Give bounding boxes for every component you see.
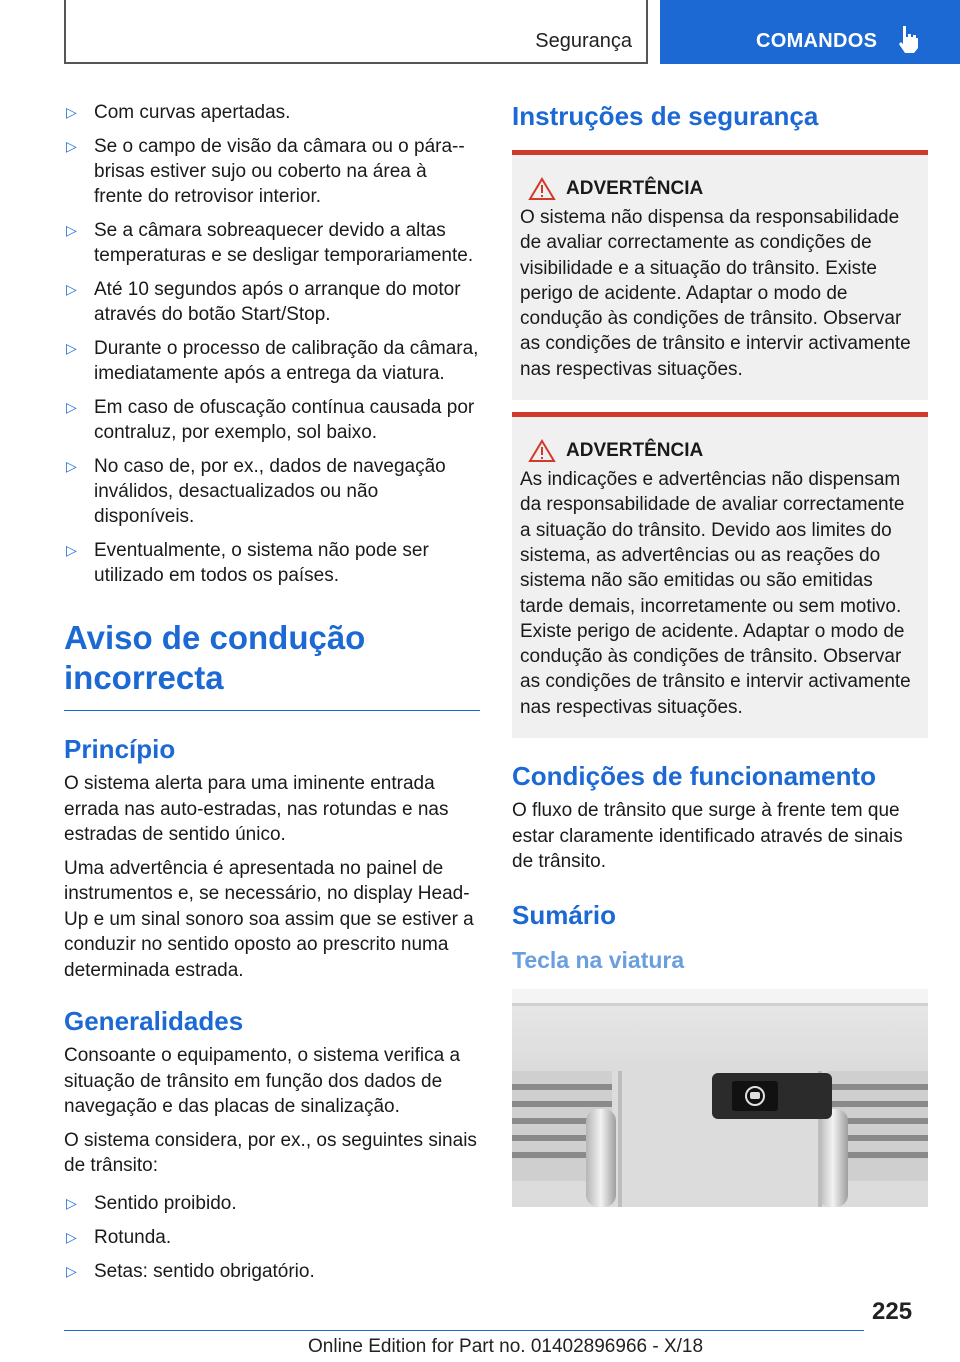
button-heading: Tecla na viatura [512, 946, 685, 973]
triangle-bullet-icon: ▷ [66, 222, 77, 238]
warning-triangle-icon [528, 177, 556, 201]
list-item: ▷ Se o campo de visão da câmara ou o pára--brisas estiver sujo ou coberto na área à frente do retrovisor interior. [66, 136, 465, 207]
intro-bullet-list [64, 100, 480, 588]
warning-box [512, 150, 928, 400]
list-item: ▷ Sentido proibido. [66, 1192, 237, 1214]
list-item: ▷ Até 10 segundos após o arranque do motor através do botão Start/Stop. [66, 279, 461, 325]
triangle-bullet-icon: ▷ [66, 458, 77, 474]
warning-box [512, 412, 928, 738]
triangle-bullet-icon: ▷ [66, 340, 77, 356]
general-paragraph-1: Consoante o equipamento, o sistema verifica a situação de trânsito em função dos dados de navegação e das placas de sinalização. [64, 1045, 461, 1117]
safety-heading: Instruções de segurança [512, 101, 819, 131]
warning-header [520, 437, 920, 465]
left-column [64, 100, 480, 1293]
triangle-bullet-icon: ▷ [66, 281, 77, 297]
triangle-bullet-icon: ▷ [66, 399, 77, 415]
conditions-paragraph: O fluxo de trânsito que surge à frente tem que estar claramente identificado através de sinais de trânsito. [512, 800, 903, 873]
warning-label: ADVERTÊNCIA [566, 178, 704, 199]
list-item: ▷ Setas: sentido obrigatório. [66, 1260, 315, 1282]
principle-paragraph-1: O sistema alerta para uma iminente entrada errada nas auto-estradas, nas rotundas e nas estradas de sentido único. [64, 773, 449, 845]
general-heading: Generalidades [64, 1006, 244, 1036]
section-title: Aviso de condução incorrecta [64, 619, 366, 696]
footer-divider [64, 1330, 864, 1331]
traffic-sign-list [64, 1191, 480, 1284]
triangle-bullet-icon: ▷ [66, 1228, 77, 1245]
page-number: 225 [872, 1298, 913, 1325]
right-column [512, 100, 928, 1207]
triangle-bullet-icon: ▷ [66, 1262, 77, 1279]
pointing-hand-icon [895, 24, 921, 54]
triangle-bullet-icon: ▷ [66, 138, 77, 154]
header-chapter-tab[interactable] [660, 0, 960, 64]
principle-heading: Princípio [64, 734, 176, 764]
edition-note: Online Edition for Part no. 01402896966 - X/18 [308, 1336, 704, 1357]
header-section-box [64, 0, 648, 64]
list-item: ▷ Rotunda. [66, 1226, 172, 1248]
list-item: ▷ Se a câmara sobreaquecer devido a altas temperaturas e se desligar temporariamente. [66, 220, 474, 266]
list-item: ▷ Eventualmente, o sistema não pode ser utilizado em todos os países. [66, 540, 429, 586]
list-item: ▷ No caso de, por ex., dados de navegação inválidos, desactualizados ou não disponíveis. [66, 456, 446, 527]
summary-heading: Sumário [512, 899, 617, 930]
list-item: ▷ Com curvas apertadas. [66, 102, 291, 123]
warning-label: ADVERTÊNCIA [566, 440, 704, 462]
triangle-bullet-icon: ▷ [66, 542, 77, 558]
list-item: ▷ Em caso de ofuscação contínua causada por contraluz, por exemplo, sol baixo. [66, 397, 475, 443]
triangle-bullet-icon: ▷ [66, 1194, 77, 1211]
general-paragraph-2: O sistema considera, por ex., os seguintes sinais de trânsito: [64, 1129, 477, 1176]
header-chapter-title: COMANDOS [756, 30, 878, 52]
warning-triangle-icon [528, 439, 556, 463]
vehicle-button-photo [512, 989, 928, 1207]
principle-paragraph-2: Uma advertência é apresentada no painel de instrumentos e, se necessário, no display Head-Up e um sinal sonoro soa assim que se estiver a conduzir no sentido oposto ao prescrito numa determinada estrada. [64, 857, 474, 981]
header-section-title: Segurança [535, 30, 632, 52]
list-item: ▷ Durante o processo de calibração da câmara, imediatamente após a entrega da viatura. [66, 338, 479, 384]
conditions-heading: Condições de funcionamento [512, 761, 877, 792]
warning-text: As indicações e advertências não dispensam da responsabilidade de avaliar correctamente a situação do trânsito. Devido aos limites do sistema, as advertências ou as reações do sistema não são emitidas ou são emitidas tarde demais, incorretamente ou sem motivo. Existe perigo de acidente. Adaptar o modo de condução às condições de trânsito. Observar as condições de trânsito e intervir activamente nas respectivas situações. [520, 469, 911, 718]
triangle-bullet-icon: ▷ [66, 104, 77, 120]
warning-text: O sistema não dispensa da responsabilidade de avaliar correctamente as condições de visibilidade e a situação do trânsito. Existe perigo de acidente. Adaptar o modo de condução às condições de trânsito. Observar as condições de trânsito e intervir activamente nas respectivas situações. [520, 207, 911, 380]
section-divider [64, 710, 480, 711]
warning-header [520, 175, 920, 203]
